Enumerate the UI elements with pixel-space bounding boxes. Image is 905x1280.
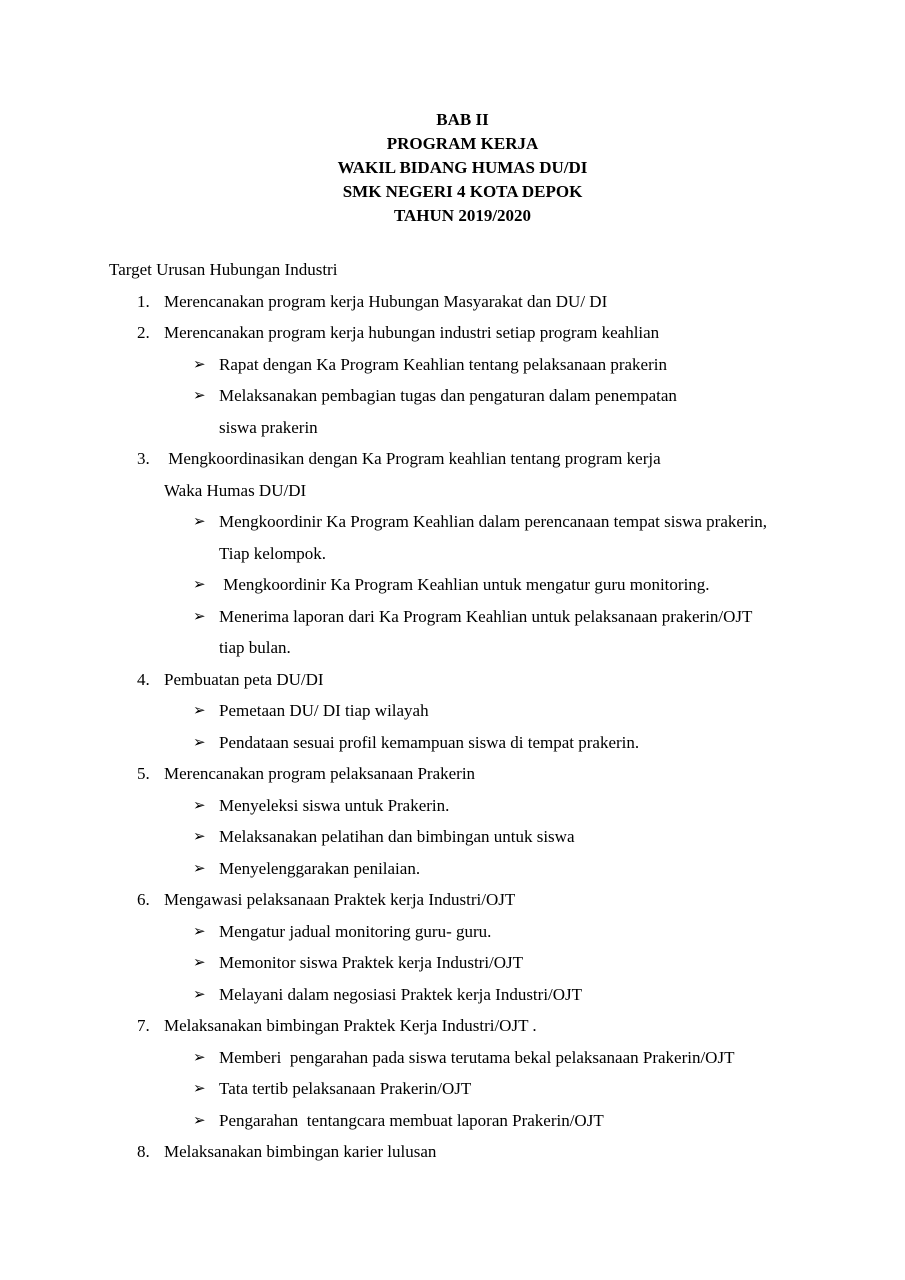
sub-list-item: [109, 853, 839, 885]
list-item-text: Mengkoordinasikan dengan Ka Program keahlian tentang program kerja: [164, 449, 661, 468]
sub-list-item: [109, 695, 839, 727]
intro-heading: Target Urusan Hubungan Industri: [109, 260, 338, 279]
list-item-number: 6.: [137, 890, 150, 909]
list-item-number: 4.: [137, 669, 150, 689]
sub-list-item-text: Melaksanakan pelatihan dan bimbingan untuk siswa: [219, 827, 575, 846]
sub-list-item-text: Tata tertib pelaksanaan Prakerin/OJT: [219, 1079, 472, 1098]
sub-list-item-text: Mengatur jadual monitoring guru- guru.: [219, 921, 492, 941]
title-line-chapter: BAB II: [436, 110, 489, 129]
list-item-number: 3.: [137, 449, 150, 468]
list-item: [109, 317, 839, 349]
document-body: [109, 254, 839, 1168]
list-item-number: 8.: [137, 1142, 150, 1161]
arrow-bullet-icon: ➢: [193, 386, 206, 404]
sub-list-item: [109, 727, 839, 759]
sub-list-item-text: Menyeleksi siswa untuk Prakerin.: [219, 795, 450, 815]
list-item: [109, 1010, 839, 1042]
list-item: [109, 664, 839, 696]
sub-list-item-text: Melayani dalam negosiasi Praktek kerja Industri/OJT: [219, 984, 583, 1004]
list-item: [109, 443, 839, 506]
title-line-year: TAHUN 2019/2020: [393, 206, 532, 225]
sub-list-item-text: Pendataan sesuai profil kemampuan siswa di tempat prakerin.: [219, 732, 640, 752]
list-item-text-continuation: Waka Humas DU/DI: [164, 480, 307, 500]
sub-list-item-text: Memonitor siswa Praktek kerja Industri/OJT: [219, 953, 524, 972]
list-item: [109, 1136, 839, 1168]
arrow-bullet-icon: ➢: [193, 354, 206, 373]
sub-list-item: [109, 569, 839, 601]
list-item-text: Merencanakan program pelaksanaan Prakerin: [164, 764, 476, 783]
sub-list-item-text: Memberi pengarahan pada siswa terutama bekal pelaksanaan Prakerin/OJT: [219, 1047, 735, 1067]
arrow-bullet-icon: ➢: [193, 1047, 206, 1066]
sub-list-item: [109, 979, 839, 1011]
sub-list-item-text: Rapat dengan Ka Program Keahlian tentang pelaksanaan prakerin: [219, 354, 667, 374]
sub-list-item-text: Mengkoordinir Ka Program Keahlian untuk mengatur guru monitoring.: [219, 575, 710, 594]
sub-list-item: [109, 916, 839, 948]
document-title: [0, 108, 905, 228]
arrow-bullet-icon: ➢: [193, 827, 206, 845]
sub-list-item: [109, 601, 839, 664]
arrow-bullet-icon: ➢: [193, 732, 206, 751]
arrow-bullet-icon: ➢: [193, 984, 206, 1003]
sub-list-item: [109, 947, 839, 979]
title-line-school: SMK NEGERI 4 KOTA DEPOK: [342, 182, 583, 201]
list-item-text: Melaksanakan bimbingan Praktek Kerja Industri/OJT .: [164, 1016, 537, 1035]
sub-list-item-text: Menyelenggarakan penilaian.: [219, 858, 421, 878]
sub-list-item-text-continuation: siswa prakerin: [219, 417, 318, 437]
sub-list-item: [109, 1073, 839, 1105]
list-item-text: Merencanakan program kerja Hubungan Masyarakat dan DU/ DI: [164, 291, 608, 311]
arrow-bullet-icon: ➢: [193, 701, 206, 719]
sub-list-item: [109, 380, 839, 443]
list-item: [109, 758, 839, 790]
title-line-division: WAKIL BIDANG HUMAS DU/DI: [337, 158, 588, 177]
arrow-bullet-icon: ➢: [193, 606, 206, 625]
list-item-text: Merencanakan program kerja hubungan industri setiap program keahlian: [164, 323, 660, 342]
list-item-text: Mengawasi pelaksanaan Praktek kerja Industri/OJT: [164, 890, 516, 909]
sub-list-item: [109, 506, 839, 569]
list-item-text: Pembuatan peta DU/DI: [164, 669, 324, 689]
sub-list-item-text: Pemetaan DU/ DI tiap wilayah: [219, 701, 429, 720]
arrow-bullet-icon: ➢: [193, 512, 206, 530]
sub-list-item: [109, 1105, 839, 1137]
sub-list-item-text: Mengkoordinir Ka Program Keahlian dalam perencanaan tempat siswa prakerin,: [219, 512, 768, 531]
sub-list-item: [109, 790, 839, 822]
sub-list-item-text-continuation: tiap bulan.: [219, 638, 291, 657]
list-item-number: 7.: [137, 1016, 150, 1035]
arrow-bullet-icon: ➢: [193, 575, 206, 593]
list-item-number: 2.: [137, 323, 150, 342]
arrow-bullet-icon: ➢: [193, 1110, 206, 1129]
list-item-text: Melaksanakan bimbingan karier lulusan: [164, 1142, 437, 1161]
list-item-number: 1.: [137, 291, 150, 311]
numbered-list: [109, 286, 839, 1168]
list-item-number: 5.: [137, 764, 150, 783]
sub-list-item: [109, 349, 839, 381]
sub-list-item-text: Pengarahan tentangcara membuat laporan Prakerin/OJT: [219, 1110, 604, 1130]
list-item: [109, 884, 839, 916]
sub-list-item: [109, 1042, 839, 1074]
arrow-bullet-icon: ➢: [193, 1079, 206, 1097]
arrow-bullet-icon: ➢: [193, 795, 206, 814]
arrow-bullet-icon: ➢: [193, 953, 206, 971]
sub-list-item: [109, 821, 839, 853]
sub-list-item-text-continuation: Tiap kelompok.: [219, 543, 327, 563]
title-line-program: PROGRAM KERJA: [386, 134, 539, 153]
sub-list-item-text: Menerima laporan dari Ka Program Keahlian untuk pelaksanaan prakerin/OJT: [219, 606, 753, 626]
arrow-bullet-icon: ➢: [193, 921, 206, 940]
list-item: [109, 286, 839, 318]
sub-list-item-text: Melaksanakan pembagian tugas dan pengaturan dalam penempatan: [219, 386, 677, 405]
arrow-bullet-icon: ➢: [193, 858, 206, 877]
